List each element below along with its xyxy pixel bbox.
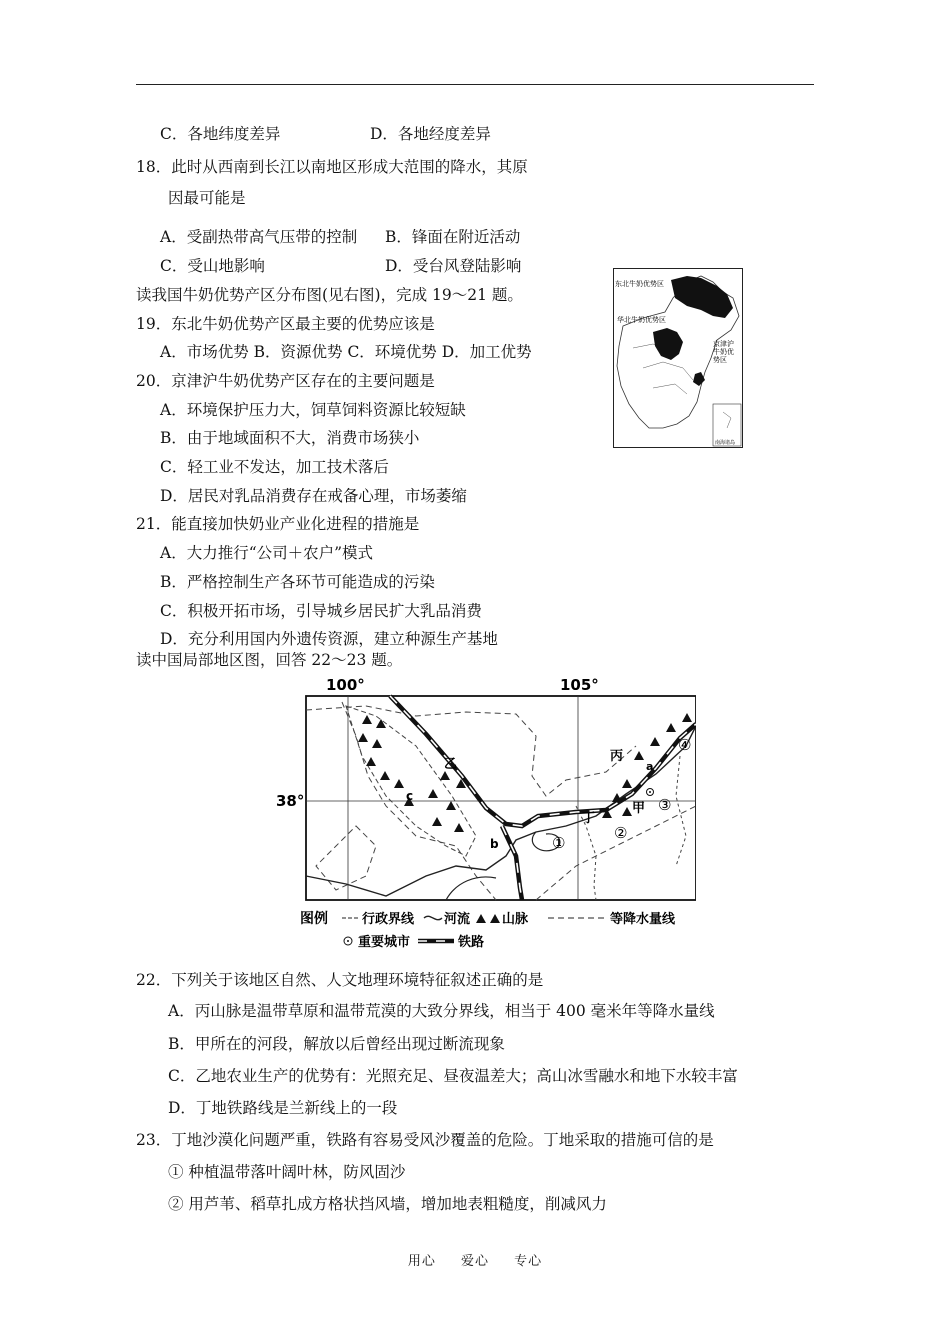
option-21a: A．大力推行“公司＋农户”模式	[160, 544, 374, 562]
statement-23-1: ① 种植温带落叶阔叶林，防风固沙	[168, 1163, 406, 1181]
option-22a: A．丙山脉是温带草原和温带荒漠的大致分界线，相当于 400 毫米年等降水量线	[168, 1002, 715, 1020]
question-18: 18．此时从西南到长江以南地区形成大范围的降水，其原	[136, 158, 528, 176]
option-20b: B．由于地域面积不大，消费市场狭小	[160, 429, 420, 447]
option-17d: D．各地经度差异	[370, 125, 491, 143]
north-label: 华北牛奶优势区	[617, 316, 666, 324]
legend-city: 重要城市	[358, 935, 411, 950]
jjh-label-3: 势区	[713, 356, 727, 364]
option-20c: C．轻工业不发达，加工技术落后	[160, 458, 389, 476]
question-22: 22．下列关于该地区自然、人文地理环境特征叙述正确的是	[136, 971, 544, 989]
legend-isohyet: 等降水量线	[610, 912, 676, 927]
option-22d: D．丁地铁路线是兰新线上的一段	[168, 1099, 398, 1117]
label-n4: ④	[678, 736, 692, 754]
lon-100-label: 100°	[326, 676, 365, 694]
option-21c: C．积极开拓市场，引导城乡居民扩大乳品消费	[160, 602, 482, 620]
question-19: 19．东北牛奶优势产区最主要的优势应该是	[136, 315, 435, 333]
option-22c: C．乙地农业生产的优势有：光照充足、昼夜温差大；高山冰雪融水和地下水较丰富	[168, 1067, 738, 1085]
label-n3: ③	[658, 796, 672, 814]
jjh-label-2: 牛奶优	[713, 348, 734, 356]
footer-word-2: 爱心	[460, 1254, 489, 1269]
option-21d: D．充分利用国内外遗传资源，建立种源生产基地	[160, 630, 498, 648]
footer-word-3: 专心	[514, 1254, 543, 1269]
option-18c: C．受山地影响	[160, 257, 265, 275]
label-a: a	[646, 760, 654, 773]
inset-label: 南海诸岛	[715, 440, 736, 446]
label-c: c	[406, 789, 414, 803]
option-18d: D．受台风登陆影响	[385, 257, 522, 275]
question-18-cont: 因最可能是	[168, 189, 246, 207]
label-jia: 甲	[632, 801, 646, 816]
legend-river: 河流	[444, 912, 471, 927]
label-ding: 丁	[582, 811, 596, 826]
label-n2: ②	[614, 824, 628, 842]
question-21: 21．能直接加快奶业产业化进程的措施是	[136, 515, 420, 533]
label-bing: 丙	[610, 749, 624, 764]
label-yi: 乙	[444, 757, 458, 772]
label-b: b	[490, 837, 499, 851]
option-20d: D．居民对乳品消费存在戒备心理，市场萎缩	[160, 487, 467, 505]
question-20: 20．京津沪牛奶优势产区存在的主要问题是	[136, 372, 435, 390]
legend-mountain: 山脉	[502, 912, 529, 927]
option-20a: A．环境保护压力大，饲草饲料资源比较短缺	[160, 401, 466, 419]
legend-title: 图例	[300, 911, 328, 927]
header-rule	[136, 84, 814, 85]
milk-region-map	[613, 268, 743, 448]
intro-22-23: 读中国局部地区图，回答 22～23 题。	[136, 651, 403, 669]
option-17c: C．各地纬度差异	[160, 125, 281, 143]
option-21b: B．严格控制生产各环节可能造成的污染	[160, 573, 435, 591]
legend-admin: 行政界线	[362, 912, 415, 927]
lon-105-label: 105°	[560, 676, 599, 694]
regional-map	[276, 676, 696, 950]
intro-19-21: 读我国牛奶优势产区分布图(见右图)，完成 19～21 题。	[136, 286, 523, 304]
jjh-label-1: 京津沪	[713, 340, 734, 348]
option-18a: A．受副热带高气压带的控制	[160, 228, 358, 246]
footer-word-1: 用心	[407, 1254, 436, 1269]
options-19: A．市场优势 B．资源优势 C．环境优势 D．加工优势	[160, 343, 532, 361]
option-18b: B．锋面在附近活动	[385, 228, 521, 246]
map-legend	[300, 910, 676, 950]
question-23: 23．丁地沙漠化问题严重，铁路有容易受风沙覆盖的危险。丁地采取的措施可信的是	[136, 1131, 714, 1149]
legend-rail: 铁路	[458, 935, 485, 950]
page-footer	[0, 1250, 950, 1269]
lat-38-label: 38°	[276, 792, 305, 810]
northeast-label: 东北牛奶优势区	[615, 280, 664, 288]
option-22b: B．甲所在的河段，解放以后曾经出现过断流现象	[168, 1035, 505, 1053]
statement-23-2: ② 用芦苇、稻草扎成方格状挡风墙，增加地表粗糙度，削减风力	[168, 1195, 607, 1213]
label-n1: ①	[552, 834, 566, 852]
